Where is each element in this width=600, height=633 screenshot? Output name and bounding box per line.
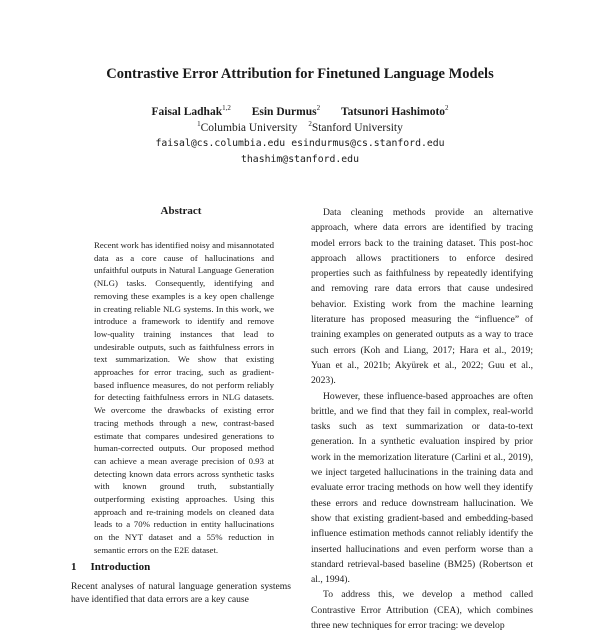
paragraph: Data cleaning methods provide an alternative approach, where data errors are identified by tracing model errors back to the training dataset. This post-hoc approach allows practitioners to enforce desired properties such as faithfulness by repeatedly identifying and removing rare data errors that cause undesired behavior. Existing work from the machine learning literature has proposed measuring the “influence” of training examples on generated outputs as a way to trace such errors (Koh and Liang, 2017; Hara et al., 2019; Yuan et al., 2021b; Akyürek et al., 2022; Guu et al., 2023). — [311, 207, 533, 387]
author: Faisal Ladhak$^{1,2}$ — [151, 104, 231, 118]
section-heading-introduction: 1 Introduction — [71, 561, 151, 573]
paper-title: Contrastive Error Attribution for Finetuned Language Models — [106, 66, 494, 82]
email: faisal@cs.columbia.edu — [155, 138, 286, 149]
abstract-text: Recent work has identified noisy and misannotated data as a core cause of hallucinations and unfaithful outputs in Natural Language Generation (NLG) tasks. Consequently, identifying and removing these examples is a key open challenge in creating reliable NLG systems. In this work, we introduce a framework to identify and remove low-quality training instances that lead to undesirable outputs, such as faithfulness errors in text summarization. We show that existing approaches for error tracing, such as gradient-based influence measures, do not perform reliably for detecting faithfulness errors in NLG datasets. We overcome the drawbacks of existing error tracing methods through a new, contrast-based estimate that compares undesired generations to human-corrected outputs. Our proposed method can achieve a mean average precision of 0.93 at detecting known data errors across synthetic tasks with known ground truth, substantially outperforming existing approaches. Using this approach and re-training models on cleaned data leads to a 70% reduction in entity hallucinations on the NYT dataset and a 55% reduction in semantic errors on the E2E dataset. — [94, 240, 274, 555]
author-emails — [0, 136, 600, 168]
abstract-heading: Abstract — [160, 205, 202, 217]
affiliation: $^1$Columbia University — [197, 120, 298, 134]
paragraph: However, these influence-based approaches are often brittle, and we find that they fail in complex, real-world tasks such as text summarization or data-to-text generation. In a synthetic evaluation inspired by prior work in the memorization literature (Carlini et al., 2019), we inject targeted hallucinations in the training data and evaluate error tracing methods on how well they identify these errors and reduce downstream hallucination. We show that existing gradient-based and embedding-based influence estimation methods cannot reliably identify the inserted hallucinations and even perform worse than a standard retrieval-based baseline (BM25) (Robertson et al., 1994). — [311, 390, 533, 586]
author: Esin Durmus$^2$ — [251, 104, 321, 118]
email: thashim@stanford.edu — [241, 154, 359, 165]
right-column — [311, 205, 533, 633]
affiliations — [0, 120, 600, 134]
email: esindurmus@cs.stanford.edu — [291, 138, 445, 149]
author: Tatsunori Hashimoto$^2$ — [340, 104, 449, 118]
author-list — [0, 104, 600, 118]
affiliation: $^2$Stanford University — [308, 120, 403, 134]
paragraph: To address this, we develop a method called Contrastive Error Attribution (CEA), which combines three new techniques for error tracing: we develop — [311, 589, 533, 632]
introduction-text: Recent analyses of natural language generation systems have identified that data errors are a key cause — [71, 581, 291, 606]
